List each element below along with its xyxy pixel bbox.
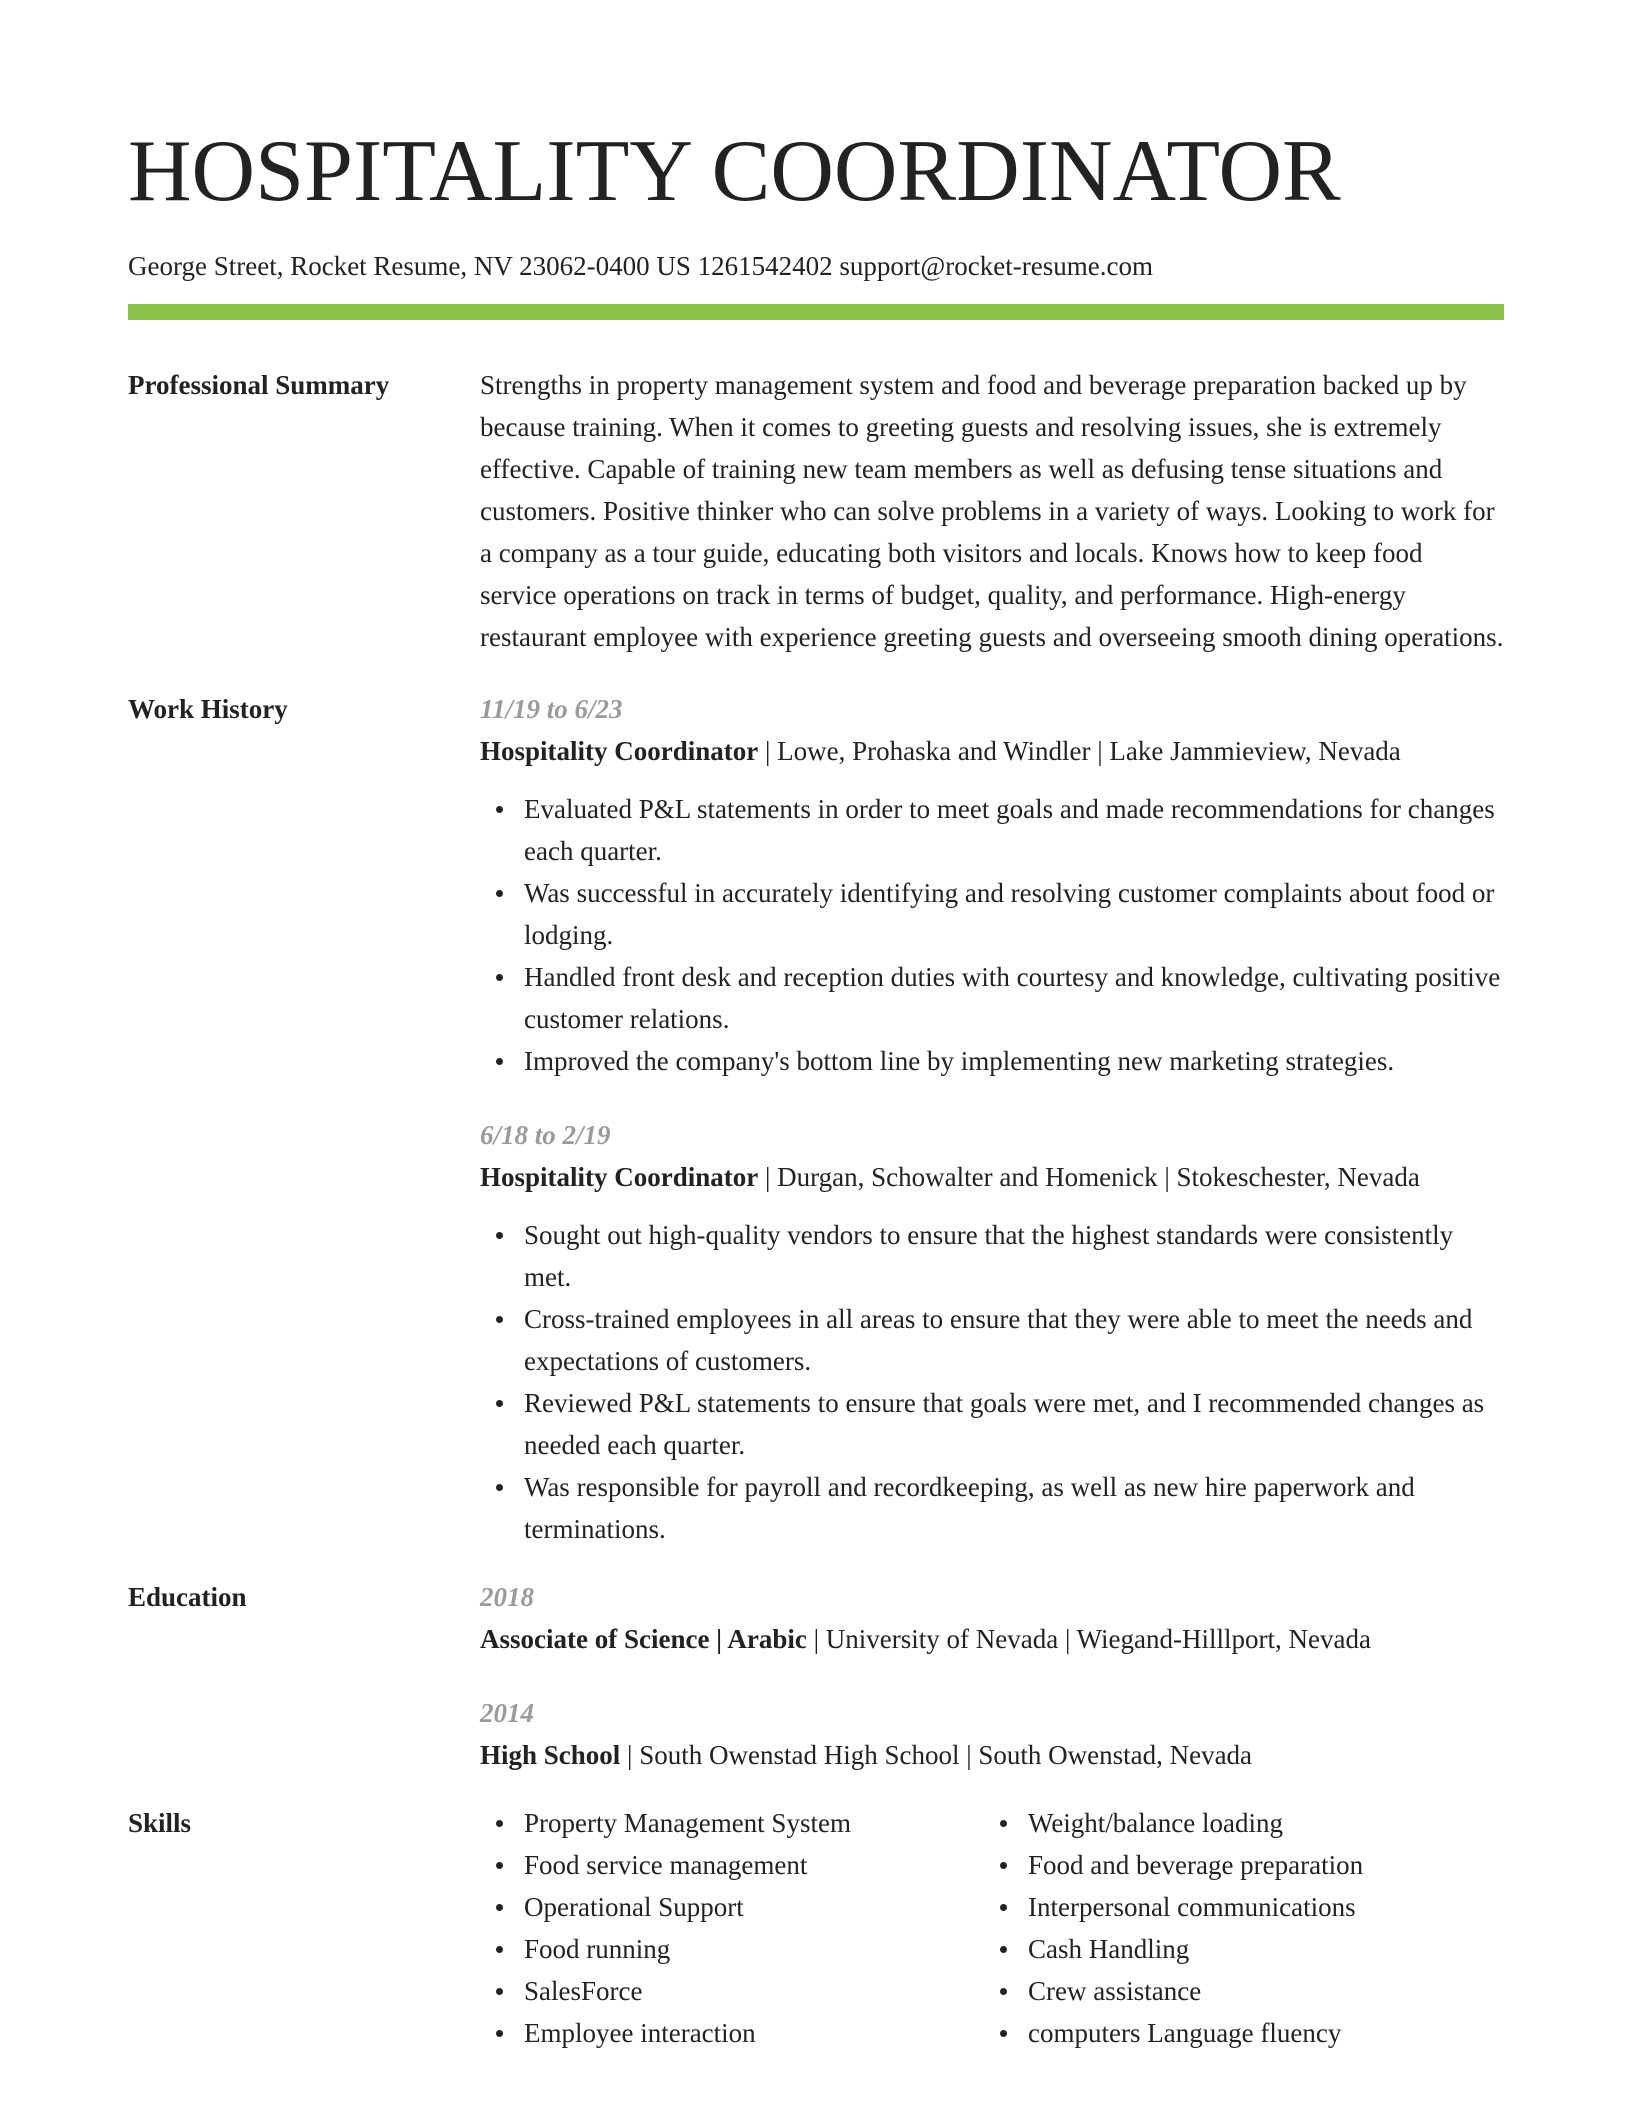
skills-grid [480,1802,1504,2054]
section-label-skills: Skills [128,1808,192,1838]
job-entry [480,688,1504,1082]
job-bullet: Reviewed P&L statements to ensure that goals were met, and I recommended changes as needed each quarter. [480,1382,1504,1466]
section-label-summary: Professional Summary [128,370,390,400]
education-year: 2014 [480,1698,534,1728]
job-title: Hospitality Coordinator [480,1162,759,1192]
education-degree: Associate of Science | Arabic [480,1624,807,1654]
skill-item: Operational Support [480,1886,984,1928]
education-school-location: | University of Nevada | Wiegand-Hilllport, Nevada [806,1624,1371,1654]
skill-item: Interpersonal communications [984,1886,1504,1928]
job-bullet: Improved the company's bottom line by implementing new marketing strategies. [480,1040,1504,1082]
skill-item: Employee interaction [480,2012,984,2054]
job-dates: 11/19 to 6/23 [480,694,623,724]
skill-item: Crew assistance [984,1970,1504,2012]
education-entry [480,1576,1504,1660]
skill-item: Food running [480,1928,984,1970]
section-label-education: Education [128,1582,247,1612]
skills-column [480,1802,984,2054]
skill-item: Property Management System [480,1802,984,1844]
job-bullets [480,788,1504,1082]
job-employer-location: | Durgan, Schowalter and Homenick | Stokeschester, Nevada [758,1162,1420,1192]
job-entry [480,1114,1504,1550]
job-bullets [480,1214,1504,1550]
education-line [480,1734,1504,1776]
education-section [128,1576,1504,1776]
accent-divider [128,304,1504,320]
work-history-body [480,688,1504,1550]
resume-page [128,120,1504,2054]
job-role-line [480,730,1504,772]
work-history-section [128,688,1504,1550]
skill-item: Food and beverage preparation [984,1844,1504,1886]
job-bullet: Handled front desk and reception duties with courtesy and knowledge, cultivating positive customer relations. [480,956,1504,1040]
job-bullet: Was responsible for payroll and recordkeeping, as well as new hire paperwork and terminations. [480,1466,1504,1550]
education-degree: High School [480,1740,621,1770]
education-body [480,1576,1504,1776]
contact-line: George Street, Rocket Resume, NV 23062-0400 US 1261542402 support@rocket-resume.com [128,251,1153,281]
education-line [480,1618,1504,1660]
summary-section [128,364,1504,658]
job-title: Hospitality Coordinator [480,736,759,766]
skills-section [128,1802,1504,2054]
job-employer-location: | Lowe, Prohaska and Windler | Lake Jammieview, Nevada [758,736,1401,766]
job-role-line [480,1156,1504,1198]
education-school-location: | South Owenstad High School | South Owenstad, Nevada [620,1740,1253,1770]
section-label-work-history: Work History [128,694,288,724]
skill-item: Weight/balance loading [984,1802,1504,1844]
job-bullet: Evaluated P&L statements in order to meet goals and made recommendations for changes each quarter. [480,788,1504,872]
summary-text: Strengths in property management system and food and beverage preparation backed up by because training. When it comes to greeting guests and resolving issues, she is extremely effective. Capable of training new team members as well as defusing tense situations and customers. Positive thinker who can solve problems in a variety of ways. Looking to work for a company as a tour guide, educating both visitors and locals. Knows how to keep food service operations on track in terms of budget, quality, and performance. High-energy restaurant employee with experience greeting guests and overseeing smooth dining operations. [480,370,1504,652]
skill-item: SalesForce [480,1970,984,2012]
job-bullet: Cross-trained employees in all areas to ensure that they were able to meet the needs and expectations of customers. [480,1298,1504,1382]
education-entry [480,1692,1504,1776]
skill-item: Cash Handling [984,1928,1504,1970]
skill-item: computers Language fluency [984,2012,1504,2054]
education-year: 2018 [480,1582,534,1612]
job-dates: 6/18 to 2/19 [480,1120,611,1150]
job-bullet: Sought out high-quality vendors to ensure that the highest standards were consistently met. [480,1214,1504,1298]
job-bullet: Was successful in accurately identifying and resolving customer complaints about food or lodging. [480,872,1504,956]
skill-item: Food service management [480,1844,984,1886]
resume-title: HOSPITALITY COORDINATOR [128,123,1341,220]
skills-column [984,1802,1504,2054]
